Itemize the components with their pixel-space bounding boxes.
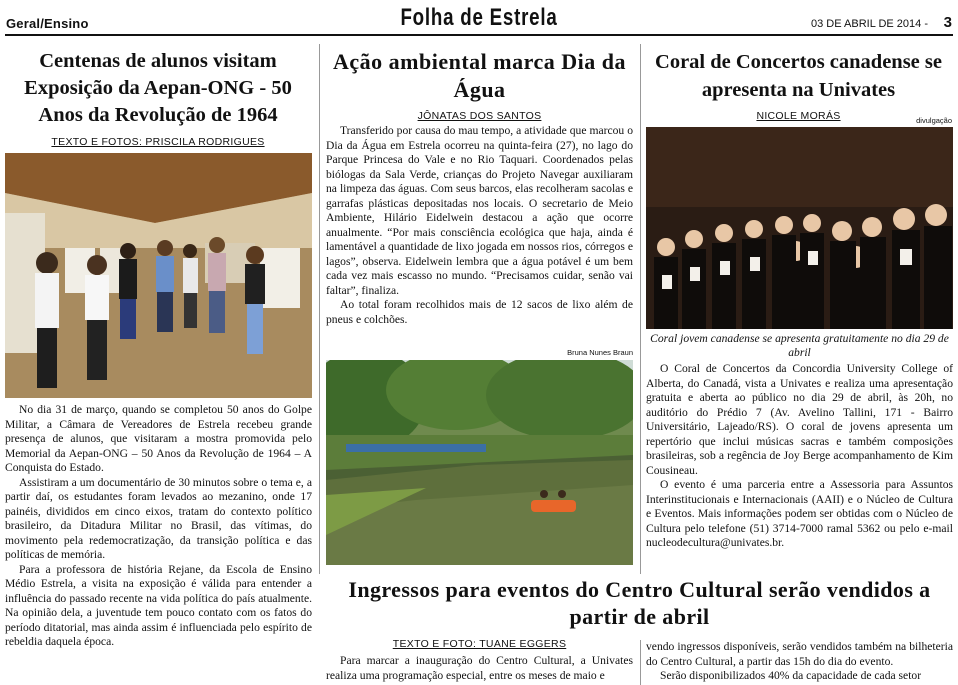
paragraph: Ao total foram recolhidos mais de 12 sacos de lixo além de pneus e colchões. — [326, 298, 633, 326]
paragraph: O Coral de Concertos da Concordia University College of Alberta, do Canadá, vista a Univates e realiza uma apresentação gratuita e aberta ao público no dia 29 de abril, às 20h, no auditório do Prédio 7 (Av. Avelino Tallini, 171 - Bairro Universitário, Lajeado/RS). O coral de jovens apresenta um repertório que inclui músicas sacras e também composições brasileiras, sob a regência de Joy Berge acompanhamento de Kim Cousineau. — [646, 362, 953, 477]
masthead-rule — [5, 34, 953, 36]
paragraph: Assistiram a um documentário de 30 minutos sobre o tema e, a partir daí, os estudantes foram levados ao mezanino, onde 17 painéis, divididos em cinco eixos, tratam do contexto político brasileiro, da Ditadura Militar no Brasil, das vítimas, do movimento pela redemocratização, da transição política e das políticas de memória. — [5, 475, 312, 561]
photo-choir — [646, 127, 953, 329]
paragraph: Serão disponibilizados 40% da capacidade de cada setor — [660, 669, 922, 682]
newspaper-title: Folha de Estrela — [400, 4, 558, 31]
section-label: Geral/Ensino — [6, 16, 89, 31]
column-divider-3 — [640, 640, 641, 685]
article-body-coral — [646, 362, 953, 551]
page-number: 3 — [943, 14, 952, 31]
byline-exposicao: TEXTO E FOTOS: PRISCILA RODRIGUES — [51, 136, 265, 148]
paragraph: vendo ingressos disponíveis, serão vendidos também na bilheteria do Centro Cultural, a partir das 15h do dia do evento. — [646, 640, 953, 668]
article-body-dia-da-agua — [326, 124, 633, 327]
paragraph: No dia 31 de março, quando se completou 50 anos do Golpe Militar, a Câmara de Vereadores de Estrela recebeu grande presença de alunos, que visitaram a mostra promovida pelo Memorial da Aepan-ONG – 50 Anos da Revolução de 1964 – A Conquista do Estado. — [5, 403, 312, 474]
headline-centro-cultural: Ingressos para eventos do Centro Cultural serão vendidos a partir de abril — [348, 577, 931, 629]
photo-students-exhibition — [5, 153, 312, 398]
paragraph: Para marcar a inauguração do Centro Cultural, a Univates realiza uma programação especial, entre os meses de maio e — [326, 654, 633, 682]
headline-coral: Coral de Concertos canadense se apresenta na Univates — [655, 51, 942, 101]
article-body-centro-cultural-col2 — [646, 640, 953, 684]
column-divider-2 — [640, 44, 641, 574]
article-body-exposicao — [5, 403, 312, 650]
paragraph: O evento é uma parceria entre a Assessoria para Assuntos Interinstitucionais e Internacionais (AAII) e o Núcleo de Cultura e Eventos. Mais informações podem ser obtidas com o Núcleo de Cultura pelo telefone (51) 3714-7000 ramal 5362 ou pelo e-mail nucleodecultura@univates.br. — [646, 478, 953, 549]
issue-date: 03 DE ABRIL DE 2014 - — [811, 18, 928, 30]
headline-dia-da-agua: Ação ambiental marca Dia da Água — [333, 49, 626, 102]
byline-dia-da-agua: JÔNATAS DOS SANTOS — [417, 110, 542, 122]
photo-lake-boat — [326, 360, 633, 565]
photo-credit-lake: Bruna Nunes Braun — [567, 348, 633, 357]
photo-caption-choir: Coral jovem canadense se apresenta gratuitamente no dia 29 de abril — [650, 332, 949, 359]
photo-credit-coral: divulgação — [916, 116, 952, 125]
article-body-centro-cultural-col1 — [326, 654, 633, 683]
paragraph: Transferido por causa do mau tempo, a atividade que marcou o Dia da Água em Estrela ocorreu na quinta-feira (27), no lago do Parque Princesa do Vale e no Rio Taquari. Coordenados pelas biólogas da Sala Verde, crianças do Projeto Navegar auxiliaram na limpeza das águas. Com seus barcos, elas recolheram sacolas e garrafas plásticas depositadas nos locais. O secretario de Meio Ambiente, Hilário Eidelwein destacou a ação que ocorre anualmente. “Por mais consciência ecológica que haja, ainda é lamentável a quantidade de lixo jogada em nossos rios, córregos e lagos”, observa. Eidelwein lembra que a água potável é um bem cada vez mais escasso no mundo. “Precisamos cuidar, senão vai faltar”, finaliza. — [326, 124, 633, 297]
masthead — [0, 0, 958, 38]
byline-coral: NICOLE MORÁS — [756, 110, 841, 122]
column-divider-1 — [319, 44, 320, 574]
byline-centro-cultural: TEXTO E FOTO: TUANE EGGERS — [392, 638, 567, 650]
paragraph: Para a professora de história Rejane, da Escola de Ensino Médio Estrela, a visita na exposição é válida para entender a influência do passado recente na vida política do país atualmente. Na opinião dela, a juventude tem pouco contato com os fatos do período ditatorial, mas ainda assim é influenciada pelo espírito de rebeldia daquela época. — [5, 562, 312, 648]
headline-exposicao: Centenas de alunos visitam Exposição da Aepan-ONG - 50 Anos da Revolução de 1964 — [24, 50, 292, 126]
